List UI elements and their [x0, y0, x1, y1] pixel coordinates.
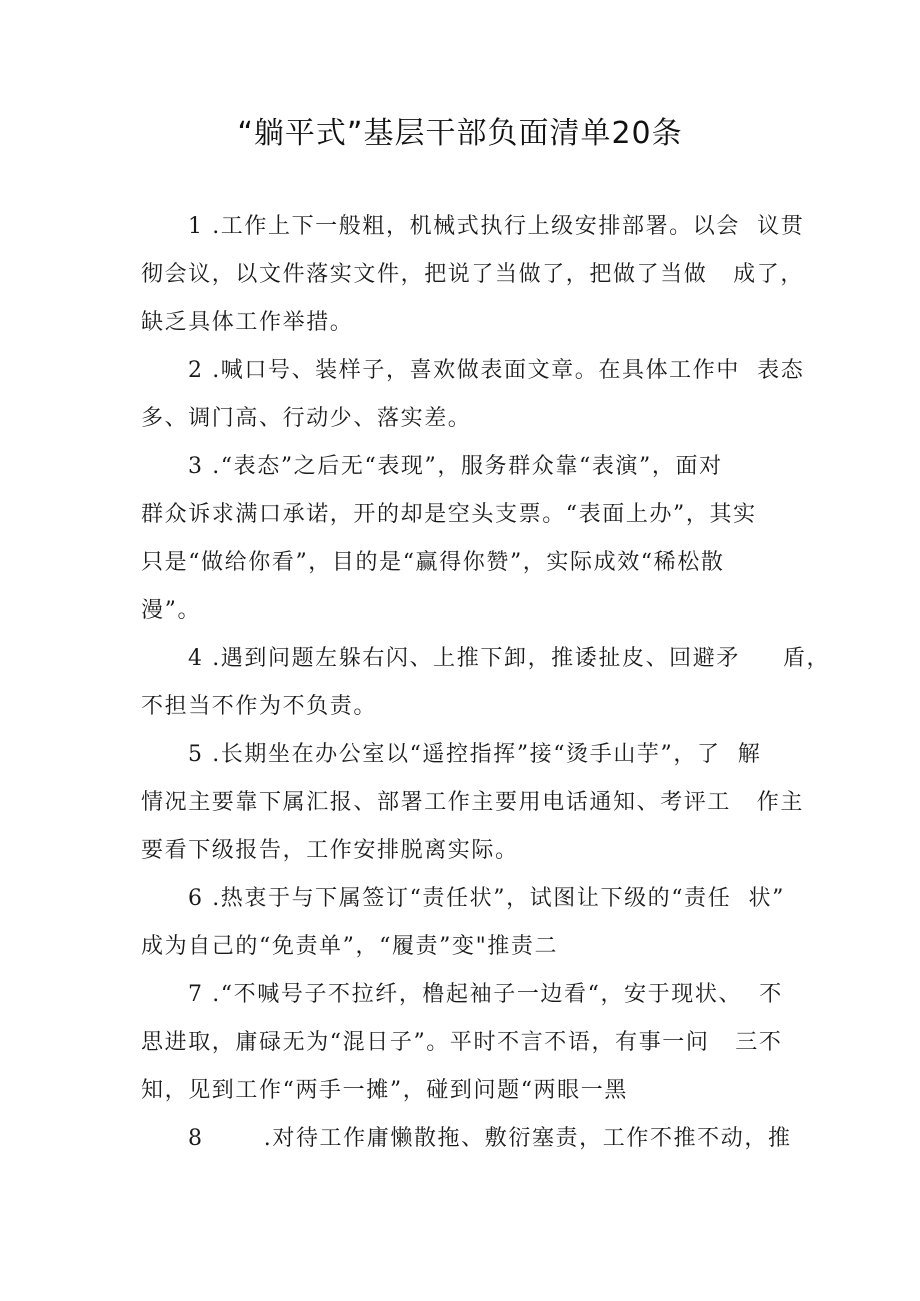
text-line: 3 .“表态”之后无“表现”，服务群众靠“表演”，面对: [188, 454, 723, 479]
text-line: 6 .热衷于与下属签订“责任状”，试图让下级的“责任 状”: [188, 886, 785, 911]
text-line: 7 .“不喊号子不拉纤，橹起袖子一边看“，安于现状、 不: [188, 982, 783, 1007]
text-line: 漫”。: [141, 598, 202, 623]
text-line: 彻会议，以文件落实文件，把说了当做了，把做了当做 成了，: [141, 262, 804, 287]
list-item-6: [141, 875, 801, 971]
text-line: 4 .遇到问题左躲右闪、上推下卸，推诿扯皮、回避矛 盾，: [188, 646, 831, 671]
text-line: 成为自己的“免责单”，“履责”变"推责二: [141, 934, 559, 959]
document-title: “躺平式”基层干部负面清单20条: [237, 116, 683, 151]
list-item-2: [141, 347, 805, 443]
text-line: 缺乏具体工作举措。: [141, 310, 354, 335]
list-item-3: [141, 443, 801, 635]
list-item-1: [141, 203, 805, 347]
document-body: [141, 203, 831, 1163]
text-line: 不担当不作为不负责。: [141, 694, 378, 719]
text-line: 群众诉求满口承诺，开的却是空头支票。“表面上办”，其实: [141, 502, 757, 527]
text-line: 2 .喊口号、装样子，喜欢做表面文章。在具体工作中 表态: [188, 358, 805, 383]
text-line: 1 .工作上下一般粗，机械式执行上级安排部署。以会 议贯: [188, 214, 805, 239]
text-line: 要看下级报告，工作安排脱离实际。: [141, 838, 519, 863]
text-line: 只是“做给你看”，目的是“赢得你赞”，实际成效“稀松散: [141, 550, 725, 575]
text-line: 多、调门高、行动少、落实差。: [141, 406, 472, 431]
text-line: 5 .长期坐在办公室以“遥控指挥”接“烫手山芋”，了 解: [188, 742, 762, 767]
list-item-7: [141, 971, 801, 1115]
list-item-5: [141, 731, 804, 875]
list-item-4: [141, 635, 831, 731]
text-line: 8 .对待工作庸懒散拖、敷衍塞责，工作不推不动，推: [188, 1126, 792, 1151]
text-line: 知，见到工作“两手一摊”，碰到问题“两眼一黑: [141, 1078, 628, 1103]
text-line: 情况主要靠下属汇报、部署工作主要用电话通知、考评工 作主: [141, 790, 804, 815]
text-line: 思进取，庸碌无为“混日子”。平时不言不语，有事一问 三不: [141, 1030, 783, 1055]
list-item-8: [141, 1115, 801, 1163]
